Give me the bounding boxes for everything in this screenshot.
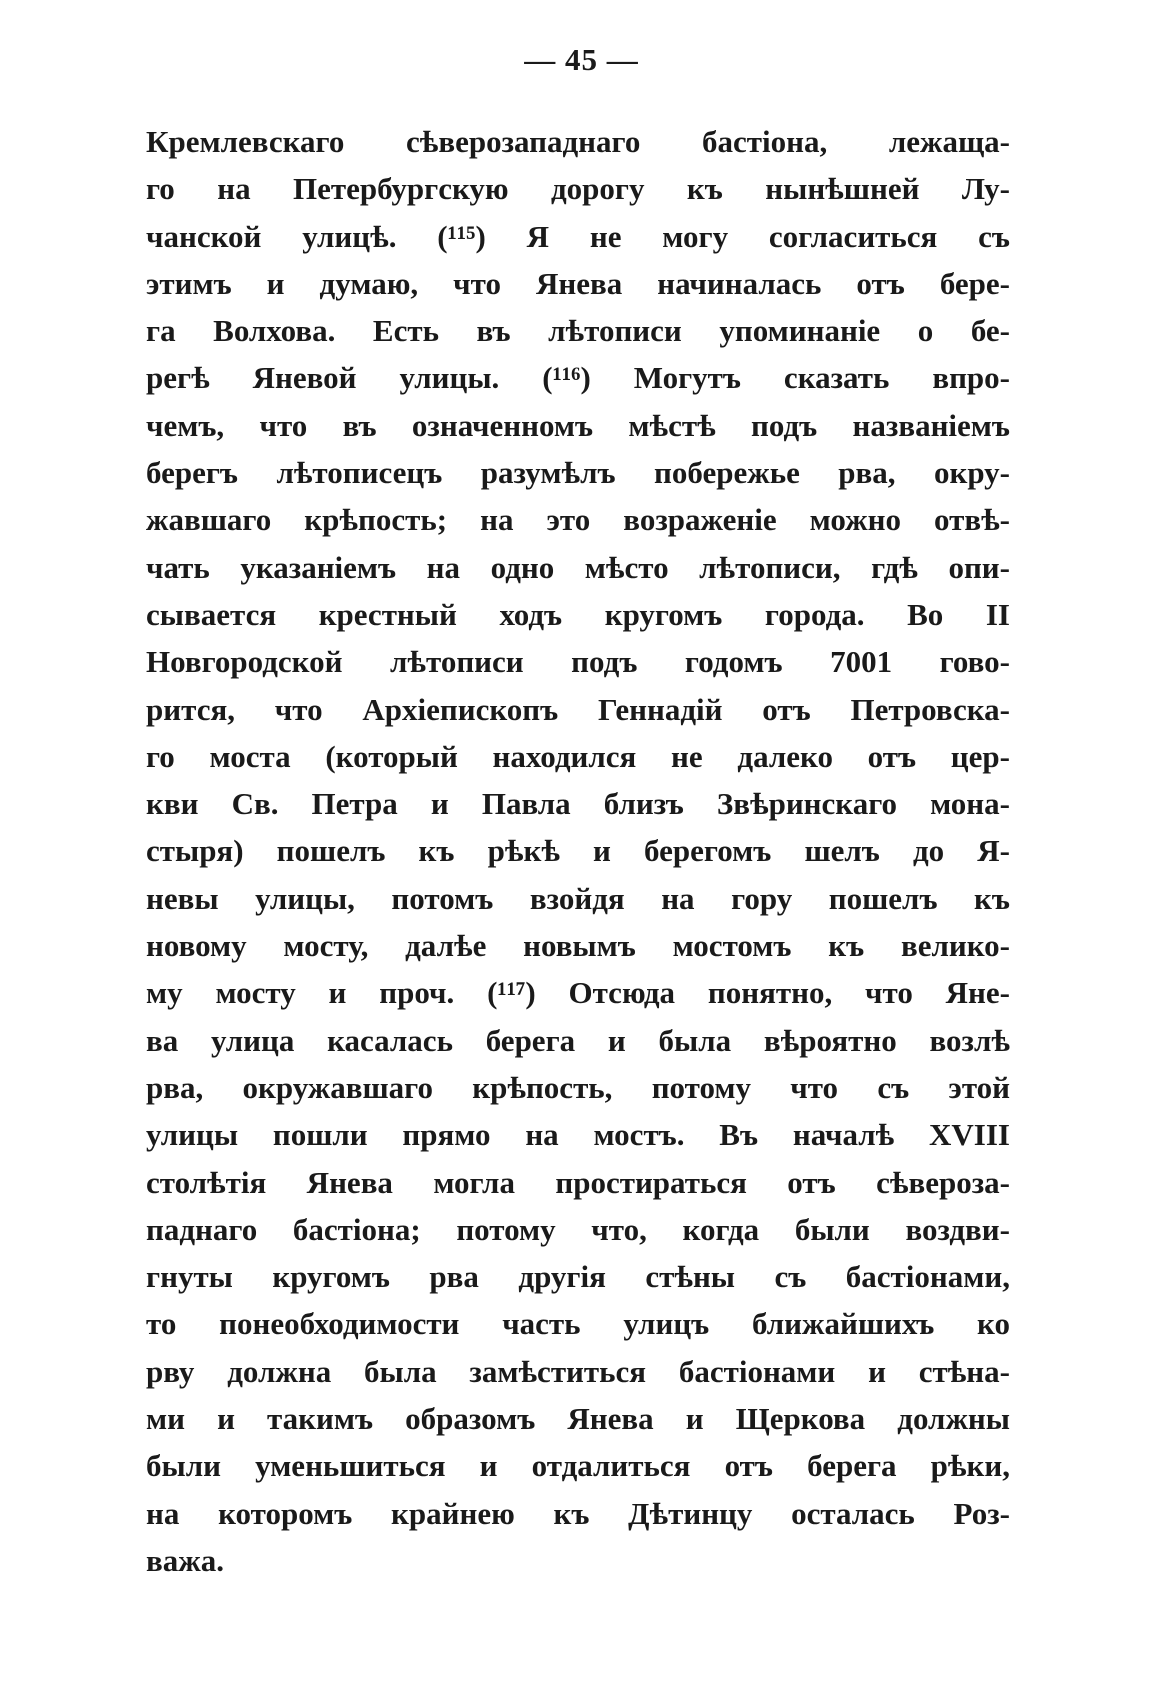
text-line: новому мосту, далѣе новымъ мостомъ къ велико- (146, 928, 1010, 964)
text-line: паднаго бастіона; потому что, когда были воздви- (146, 1211, 1010, 1247)
text-line: Кремлевскаго сѣверозападнаго бастіона, лежаща- (146, 124, 1010, 159)
text-line: жавшаго крѣпость; на это возраженіе можно отвѣ- (146, 502, 1010, 538)
text-line: улицы пошли прямо на мостъ. Въ началѣ XVIII (146, 1117, 1010, 1153)
page-number: — 45 — (524, 42, 639, 77)
text-line: столѣтія Янева могла простираться отъ сѣвероза- (146, 1164, 1010, 1200)
text-line: этимъ и думаю, что Янева начиналась отъ бере- (146, 265, 1010, 301)
text-line: регѣ Яневой улицы. (¹¹⁶) Могутъ сказать впро- (146, 360, 1010, 396)
text-line: были уменьшиться и отдалиться отъ берега рѣки, (146, 1448, 1010, 1484)
text-line: гнуты кругомъ рва другія стѣны съ бастіонами, (146, 1259, 1010, 1295)
text-line: важа. (146, 1542, 224, 1578)
text-line: рится, что Архіепископъ Геннадій отъ Петровска- (146, 691, 1010, 727)
text-line: невы улицы, потомъ взойдя на гору пошелъ къ (146, 880, 1010, 916)
text-line: ми и такимъ образомъ Янева и Щеркова должны (146, 1401, 1010, 1437)
text-line: га Волхова. Есть въ лѣтописи упоминаніе о бе- (146, 313, 1010, 349)
text-line: го моста (который находился не далеко отъ цер- (146, 738, 1010, 774)
text-line: рва, окружавшаго крѣпость, потому что съ этой (146, 1069, 1010, 1105)
text-line: рву должна была замѣститься бастіонами и стѣна- (146, 1353, 1010, 1389)
text-line: сывается крестный ходъ кругомъ города. Во II (146, 596, 1010, 632)
text-line: кви Св. Петра и Павла близъ Звѣринскаго мона- (146, 786, 1010, 822)
text-line: чать указаніемъ на одно мѣсто лѣтописи, гдѣ опи- (146, 549, 1010, 585)
text-line: берегъ лѣтописецъ разумѣлъ побережье рва, окру- (146, 455, 1010, 491)
body-text (146, 118, 1010, 1584)
text-line: то понеобходимости часть улицъ ближайшихъ ко (146, 1306, 1010, 1342)
text-line: ва улица касалась берега и была вѣроятно возлѣ (146, 1022, 1010, 1058)
text-line: го на Петербургскую дорогу къ нынѣшней Лу- (146, 171, 1010, 207)
text-line: стыря) пошелъ къ рѣкѣ и берегомъ шелъ до Я- (146, 833, 1010, 869)
text-line: чанской улицѣ. (¹¹⁵) Я не могу согласиться съ (146, 218, 1010, 254)
text-line: чемъ, что въ означенномъ мѣстѣ подъ названіемъ (146, 407, 1010, 443)
text-line: му мосту и проч. (¹¹⁷) Отсюда понятно, что Яне- (146, 975, 1010, 1011)
text-line: Новгородской лѣтописи подъ годомъ 7001 гово- (146, 644, 1010, 680)
text-line: на которомъ крайнею къ Дѣтинцу осталась Роз- (146, 1495, 1010, 1531)
